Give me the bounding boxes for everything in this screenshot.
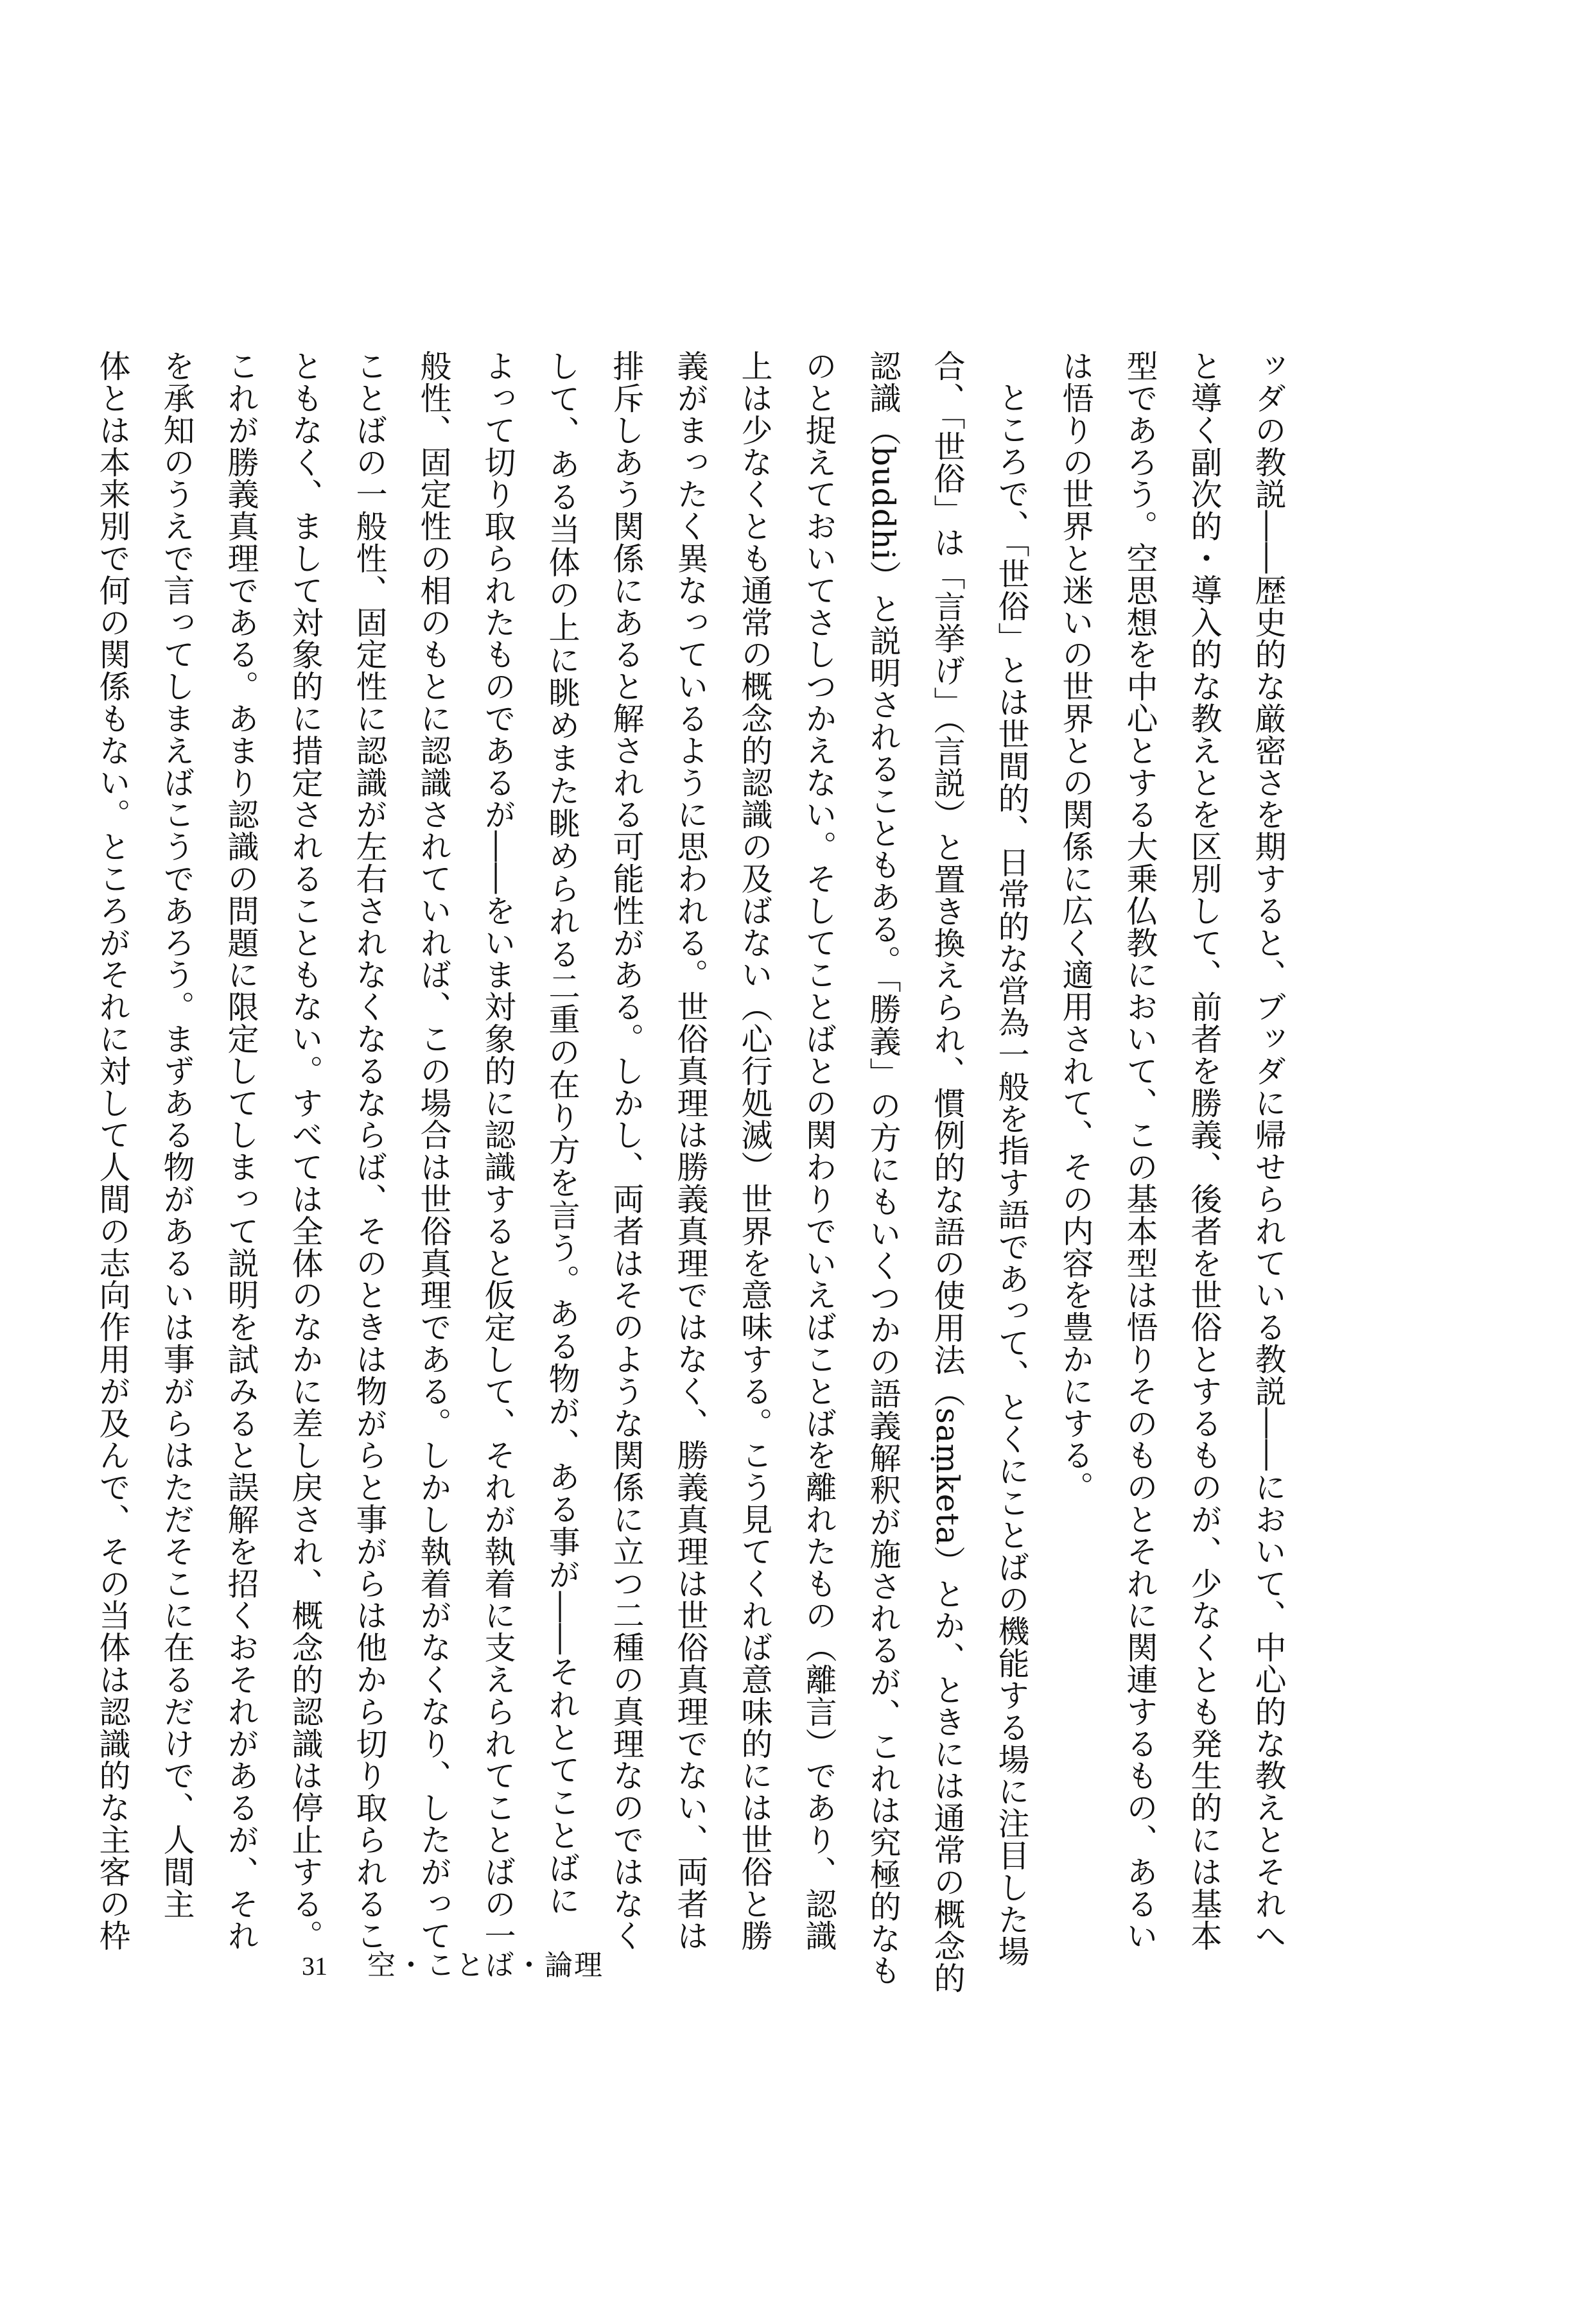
text-line: ともなく、まして対象的に措定されることもない。すべては全体のなかに差し戻され、概念的認識は停止する。 bbox=[287, 350, 324, 1952]
text-line: と導く副次的・導入的な教えとを区別して、前者を勝義、後者を世俗とするものが、少なくとも発生的には基本 bbox=[1186, 350, 1223, 1952]
page-number: 31 bbox=[302, 1952, 327, 1981]
text-line: 型であろう。空思想を中心とする大乗仏教において、この基本型は悟りそのものとそれに関連するもの、あるい bbox=[1122, 350, 1158, 1952]
text-line: を承知のうえで言ってしまえばこうであろう。まずある物があるいは事がらはただそこに在るだけで、人間主 bbox=[159, 350, 195, 1920]
text-line: 認識（buddhi）と説明されることもある。「勝義」の方にもいくつかの語義解釈が施されるが、これは究極的なも bbox=[865, 350, 902, 1986]
text-line: ことばの一般性、固定性に認識が左右されなくなるならば、そのときは物がらと事がらは他から切り取られるこ bbox=[351, 350, 388, 1952]
running-title: 空・ことば・論理 bbox=[367, 1949, 604, 1982]
text-line: これが勝義真理である。あまり認識の問題に限定してしまって説明を試みると誤解を招くおそれがあるが、それ bbox=[223, 350, 259, 1952]
text-line: 排斥しあう関係にあると解される可能性がある。しかし、両者はそのような関係に立つ二種の真理なのではなく bbox=[608, 350, 645, 1952]
text-line: して、ある当体の上に眺めまた眺められる二重の在り方を言う。ある物が、ある事が――それとてことばに bbox=[544, 350, 580, 1916]
text-line: は悟りの世界と迷いの世界との関係に広く適用されて、その内容を豊かにする。 bbox=[1058, 350, 1094, 1504]
text-line: 上は少なくとも通常の概念的認識の及ばない（心行処滅）世界を意味する。こう見てくれば意味的には世俗と勝 bbox=[736, 350, 773, 1952]
text-line: ッダの教説――歴史的な厳密さを期すると、ブッダに帰せられている教説――において、中心的な教えとそれへ bbox=[1250, 350, 1287, 1952]
text-line: よって切り取られたものであるが――をいま対象的に認識すると仮定して、それが執着に支えられてことばの一 bbox=[480, 350, 516, 1952]
text-line: 合、「世俗」は「言挙げ」（言説）と置き換えられ、慣例的な語の使用法（saṃketa）とか、ときには通常の概念的 bbox=[929, 350, 966, 1994]
text-line: 義がまったく異なっているように思われる。世俗真理は勝義真理ではなく、勝義真理は世俗真理でない、両者は bbox=[672, 350, 709, 1952]
text-line: のと捉えておいてさしつかえない。そしてことばとの関わりでいえばことばを離れたもの（離言）であり、認識 bbox=[801, 350, 837, 1952]
page-footer bbox=[302, 1942, 604, 1983]
text-line: 体とは本来別で何の関係もない。ところがそれに対して人間の志向作用が及んで、その当体は認識的な主客の枠 bbox=[94, 350, 131, 1952]
text-line: 般性、固定性の相のもとに認識されていれば、この場合は世俗真理である。しかし執着がなくなり、したがって bbox=[415, 350, 452, 1952]
text-line: ところで、「世俗」とは世間的、日常的な営為一般を指す語であって、とくにことばの機能する場に注目した場 bbox=[993, 381, 1030, 1968]
